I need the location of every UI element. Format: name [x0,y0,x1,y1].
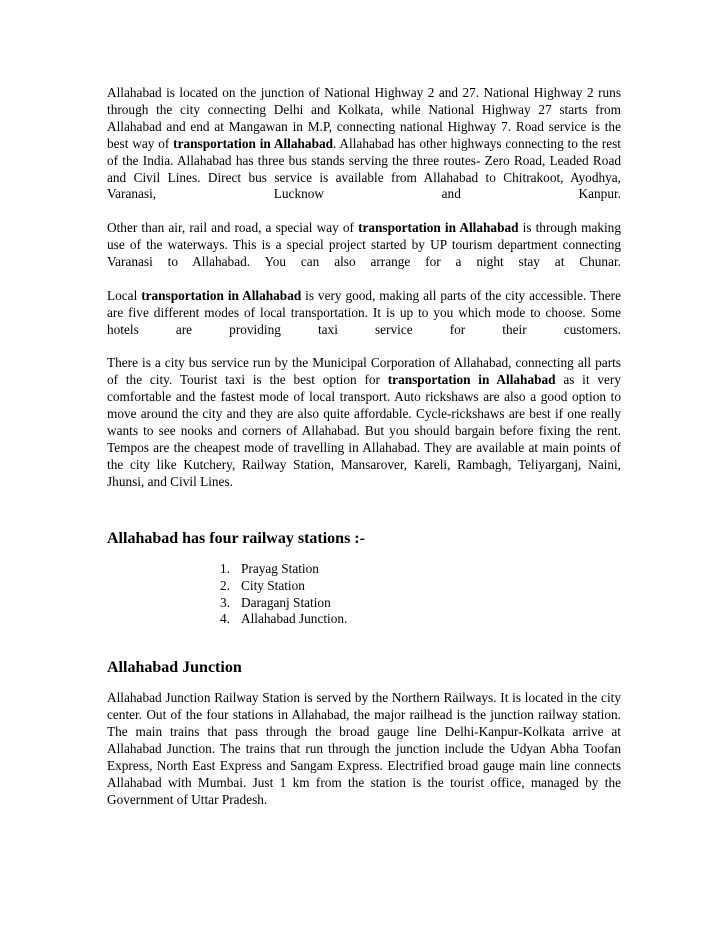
paragraph-text: is very good, making all parts of the city accessible. There are five different modes of local transportation. It is up to you which mode to choose. Some hotels are providing taxi service for their customers. [107,287,621,337]
station-name: Prayag Station [241,560,319,576]
paragraph-text: as it very comfortable and the fastest mode of local transport. Auto rickshaws are also a good option to move around the city and they are also quite affordable. Cycle-rickshaws are best if one really wants to see nooks and corners of Allahabad. But you should bargain before fixing the rent. Tempos are the cheapest mode of travelling in Allahabad. They are available at main points of the city like Kutchery, Railway Station, Mansarover, Kareli, Rambagh, Teliyarganj, Naini, Jhunsi, and Civil Lines. [107,372,621,489]
list-number: 1. [220,560,230,576]
paragraph-waterways [107,220,621,271]
paragraph-text: is through making use of the waterways. This is a special project started by UP tourism department connecting Varanasi to Allahabad. You can also arrange for a night stay at Chunar. [107,220,621,270]
paragraph-text: Allahabad is located on the junction of National Highway 2 and 27. National Highway 2 runs through the city connecting Delhi and Kolkata, while National Highway 27 starts from Allahabad and end at Mangawan in M.P, connecting national Highway 7. Road service is the best way of [107,85,621,151]
list-number: 2. [220,577,230,593]
paragraph-local-transport [107,288,621,339]
document-page [107,85,621,826]
paragraph-road-transport [107,85,621,203]
paragraph-text: There is a city bus service run by the Municipal Corporation of Allahabad, connecting all parts of the city. Tourist taxi is the best option for [107,355,621,388]
paragraph-text: Other than air, rail and road, a special way of [107,220,359,236]
station-list [107,561,621,629]
paragraph-junction: Allahabad Junction Railway Station is served by the Northern Railways. It is located in the city center. Out of the four stations in Allahabad, the major railhead is the junction railway station. The main trains that pass through the broad gauge line Delhi-Kanpur-Kolkata arrive at Allahabad Junction. The trains that run through the junction include the Udyan Abha Toofan Express, North East Express and Sangam Express. Electrified broad gauge main line connects Allahabad with Mumbai. Just 1 km from the station is the tourist office, managed by the Government of Uttar Pradesh. [107,690,621,807]
station-name: City Station [241,577,305,593]
keyword-bold: transportation in Allahabad [173,135,334,151]
list-item [107,595,621,612]
keyword-bold: transportation in Allahabad [358,220,519,236]
keyword-bold: transportation in Allahabad [387,372,556,388]
paragraph-text: Local [107,287,142,303]
list-item [107,561,621,578]
list-number: 4. [220,611,230,627]
paragraph-text: . Allahabad has other highways connecting to the rest of the India. Allahabad has three bus stands serving the three routes- Zero Road, Leaded Road and Civil Lines. Direct bus service is available from Allahabad to Chitrakoot, Ayodhya, Varanasi, Lucknow and Kanpur. [107,135,621,202]
junction-heading: Allahabad Junction [107,659,242,677]
station-name: Daraganj Station [241,594,331,610]
list-number: 3. [220,594,230,610]
station-name: Allahabad Junction. [241,611,348,627]
list-item [107,611,621,628]
paragraph-city-bus [107,355,621,490]
railway-stations-heading: Allahabad has four railway stations :- [107,529,365,547]
list-item [107,578,621,595]
keyword-bold: transportation in Allahabad [141,287,302,303]
